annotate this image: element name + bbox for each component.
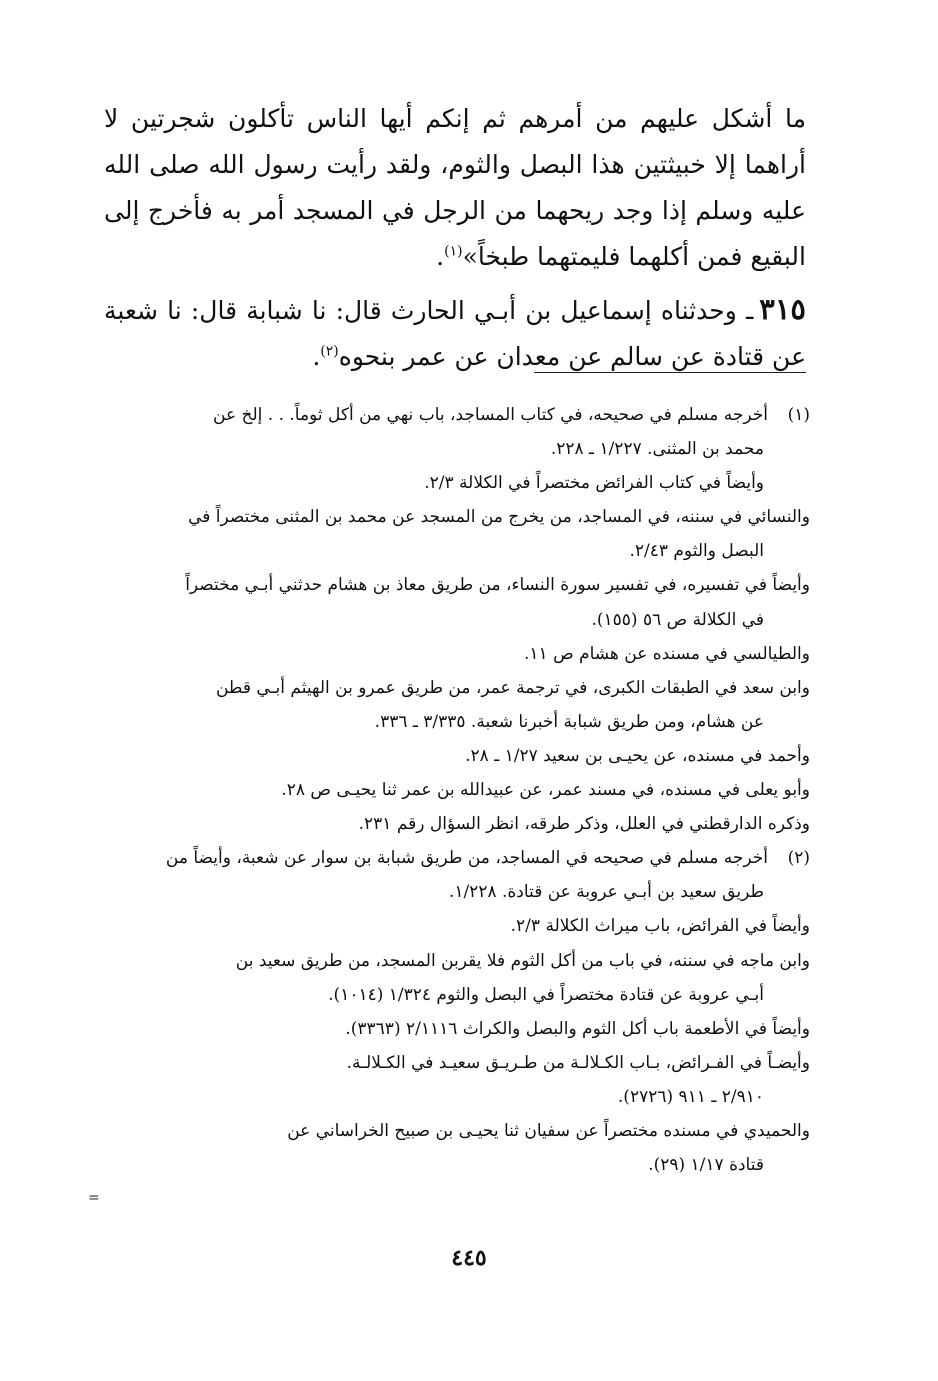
footnote-line-text: أخرجه مسلم في صحيحه، في كتاب المساجد، باب نهي من أكل ثوماً. . . إلخ عن	[213, 405, 768, 425]
footnote-line: وأيضـاً في الفـرائض، بـاب الكـلالـة من طـريـق سعيـد في الكـلالـة.	[346, 1052, 810, 1073]
main-paragraph-1-text: ما أشكل عليهم من أمرهم ثم إنكم أيها الناس تأكلون شجرتين لا أراهما إلا خبيثتين هذا البصل والثوم، ولقد رأيت رسول الله صلى الله عليه وسلم إذا وجد ريحهما من الرجل في المسجد أمر به فأخرج إلى البقيع فمن أكلهما فليمتهما طبخاً»	[104, 104, 806, 271]
footnote-line: طريق سعيد بن أبـي عروبة عن قتادة. ١/٢٢٨.	[448, 882, 764, 903]
footnote-line: وأيضاً في تفسيره، في تفسير سورة النساء، من طريق معاذ بن هشام حدثني أبـي مختصراً	[185, 575, 810, 596]
footnote-ref-1: (١)	[444, 243, 463, 260]
period: .	[312, 342, 321, 371]
footnote-line: أبـي عروبة عن قتادة مختصراً في البصل والثوم ١/٣٢٤ (١٠١٤).	[328, 984, 764, 1005]
footnote-line: في الكلالة ص ٥٦ (١٥٥).	[591, 609, 764, 630]
footnote-line: محمد بن المثنى. ١/٢٢٧ ـ ٢٢٨.	[550, 439, 764, 460]
footnote-line: والحميدي في مسنده مختصراً عن سفيان ثنا يحيـى بن صبيح الخراساني عن	[287, 1120, 810, 1141]
footnote-line	[104, 841, 810, 875]
footnote-line: والطيالسي في مسنده عن هشام ص ١١.	[524, 643, 810, 664]
period: .	[436, 242, 445, 271]
footnote-number-2: (٢)	[787, 848, 810, 869]
continuation-mark: =	[88, 1190, 100, 1206]
footnote-line: وأبو يعلى في مسنده، في مسند عمر، عن عبيدالله بن عمر ثنا يحيـى ص ٢٨.	[281, 780, 810, 801]
footnote-ref-2: (٢)	[320, 343, 339, 360]
footnote-line: وابن سعد في الطبقات الكبرى، في ترجمة عمر، من طريق عمرو بن الهيثم أبـي قطن	[215, 677, 810, 698]
hadith-number: ٣١٥	[759, 292, 806, 326]
footnote-line-text: أخرجه مسلم في صحيحه في المساجد، من طريق شبابة بن سوار عن شعبة، وأيضاً من	[165, 848, 768, 869]
footnote-line: وأيضاً في الأطعمة باب أكل الثوم والبصل والكراث ٢/١١١٦ (٣٣٦٣).	[345, 1018, 810, 1039]
footnote-line: وأيضاً في الفرائض، باب ميراث الكلالة ٢/٣.	[510, 916, 810, 937]
footnote-separator-rule	[534, 372, 806, 373]
footnote-line: والنسائي في سننه، في المساجد، من يخرج من المسجد عن محمد بن المثنى مختصراً في	[188, 507, 810, 528]
footnote-line: وابن ماجه في سننه، في باب من أكل الثوم فلا يقربن المسجد، من طريق سعيد بن	[235, 950, 810, 971]
main-paragraph-hadith-text	[104, 96, 806, 280]
footnote-line	[104, 398, 810, 432]
page-number: ٤٤٥	[451, 1245, 487, 1271]
footnote-line: وذكره الدارقطني في العلل، وذكر طرقه، انظر السؤال رقم ٢٣١.	[358, 814, 810, 835]
main-paragraph-2-text: ـ وحدثناه إسماعيل بن أبـي الحارث قال: نا شبابة قال: نا شعبة عن قتادة عن سالم عن معدان عن عمر بنحوه	[104, 296, 806, 371]
footnote-line: ٢/٩١٠ ـ ٩١١ (٢٧٢٦).	[617, 1086, 764, 1107]
footnote-line: عن هشام، ومن طريق شبابة أخبرنا شعبة. ٣/٣٣٥ ـ ٣٣٦.	[374, 711, 764, 732]
footnote-line: وأيضاً في كتاب الفرائض مختصراً في الكلالة ٢/٣.	[424, 473, 764, 494]
footnote-line: البصل والثوم ٢/٤٣.	[629, 541, 764, 562]
main-paragraph-hadith-315	[104, 286, 806, 380]
footnotes-section	[104, 398, 810, 1182]
footnote-line: وأحمد في مسنده، عن يحيـى بن سعيد ١/٢٧ ـ ٢٨.	[465, 745, 810, 766]
footnote-number-1: (١)	[787, 405, 810, 425]
footnote-line: قتادة ١/١٧ (٢٩).	[648, 1155, 764, 1176]
